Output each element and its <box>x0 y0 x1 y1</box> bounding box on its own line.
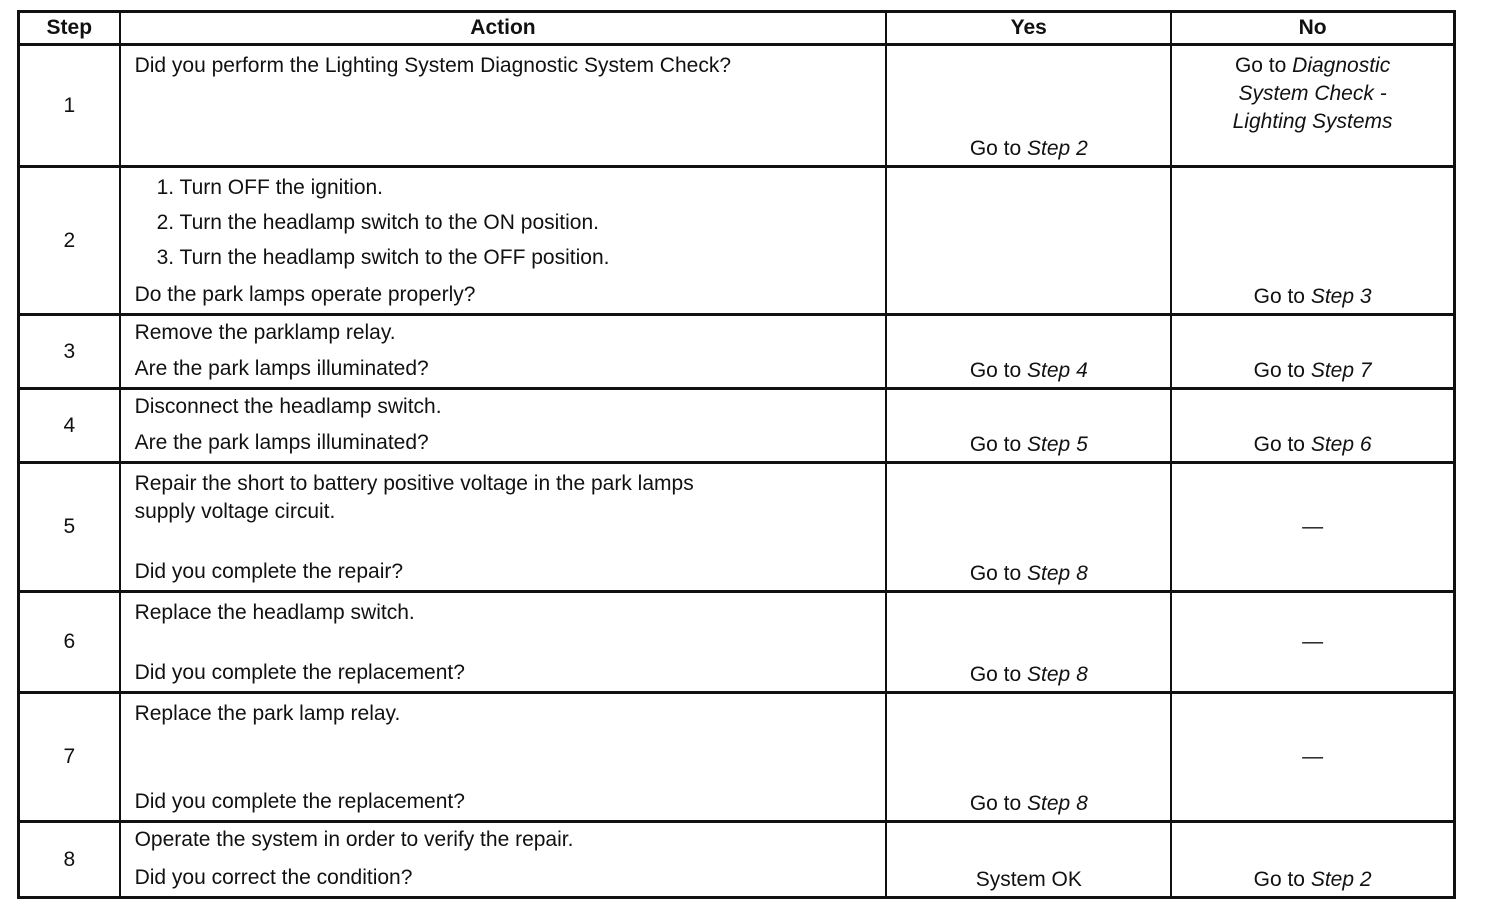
action-text: Replace the headlamp switch. <box>134 601 415 624</box>
no-result: Go to Diagnostic System Check - Lighting Systems <box>1232 54 1393 133</box>
table-row <box>20 168 1453 316</box>
yes-result: Go to Step 8 <box>969 562 1088 585</box>
action-cell <box>121 593 888 691</box>
table-row <box>20 694 1453 823</box>
no-result-dash: — <box>1302 630 1324 653</box>
yes-result: Go to Step 5 <box>969 433 1088 456</box>
yes-cell <box>887 168 1172 313</box>
substep: 1. Turn OFF the ignition. <box>156 176 384 199</box>
yes-cell <box>887 46 1172 165</box>
action-text: Remove the parklamp relay. <box>134 321 396 344</box>
step-number: 3 <box>20 316 121 387</box>
no-result-dash: — <box>1302 515 1324 538</box>
substep: 2. Turn the headlamp switch to the ON position. <box>156 211 599 234</box>
no-cell <box>1172 464 1453 590</box>
step-number: 8 <box>20 823 121 896</box>
action-cell <box>121 694 888 820</box>
yes-cell <box>887 316 1172 387</box>
action-question: Did you complete the replacement? <box>134 790 465 813</box>
no-cell <box>1172 823 1453 896</box>
header-yes: Yes <box>887 13 1172 43</box>
substep: 3. Turn the headlamp switch to the OFF position. <box>156 246 610 269</box>
action-text: Disconnect the headlamp switch. <box>134 395 442 418</box>
action-question: Are the park lamps illuminated? <box>134 357 429 380</box>
action-cell <box>121 316 888 387</box>
step-number: 6 <box>20 593 121 691</box>
table-row <box>20 593 1453 694</box>
action-question: Did you complete the repair? <box>134 560 404 583</box>
no-cell <box>1172 316 1453 387</box>
yes-cell <box>887 593 1172 691</box>
action-question: Do the park lamps operate properly? <box>134 283 476 306</box>
no-cell <box>1172 168 1453 313</box>
table-row <box>20 390 1453 464</box>
table-row <box>20 823 1453 896</box>
yes-result: Go to Step 8 <box>969 663 1088 686</box>
no-result-dash: — <box>1302 745 1324 768</box>
action-question: Are the park lamps illuminated? <box>134 431 429 454</box>
header-action: Action <box>121 13 888 43</box>
action-text: Repair the short to battery positive voltage in the park lamps <box>134 472 694 495</box>
no-result: Go to Step 3 <box>1253 285 1372 308</box>
table-row <box>20 316 1453 390</box>
table-row <box>20 46 1453 168</box>
no-result: Go to Step 6 <box>1253 433 1372 456</box>
action-cell <box>121 823 888 896</box>
step-number: 5 <box>20 464 121 590</box>
no-cell <box>1172 593 1453 691</box>
table-header-row <box>20 13 1453 46</box>
yes-result: Go to Step 2 <box>969 137 1088 160</box>
action-cell <box>121 168 888 313</box>
action-question: Did you correct the condition? <box>134 866 413 889</box>
action-text: Replace the park lamp relay. <box>134 702 401 725</box>
diagnostic-table <box>17 10 1456 899</box>
action-text: Operate the system in order to verify the repair. <box>134 828 574 851</box>
action-cell <box>121 464 888 590</box>
no-result: Go to Step 7 <box>1253 359 1372 382</box>
step-number: 2 <box>20 168 121 313</box>
table-row <box>20 464 1453 593</box>
header-no: No <box>1298 16 1327 39</box>
step-number: 4 <box>20 390 121 461</box>
step-number: 7 <box>20 694 121 820</box>
action-cell <box>121 390 888 461</box>
yes-cell <box>887 823 1172 896</box>
no-cell <box>1172 694 1453 820</box>
yes-cell <box>887 694 1172 820</box>
no-result: Go to Step 2 <box>1253 868 1372 891</box>
action-text: Did you perform the Lighting System Diagnostic System Check? <box>134 54 732 77</box>
no-cell <box>1172 46 1453 165</box>
yes-cell <box>887 390 1172 461</box>
step-number: 1 <box>20 46 121 165</box>
yes-result: Go to Step 8 <box>969 792 1088 815</box>
header-step: Step <box>20 13 121 43</box>
yes-cell <box>887 464 1172 590</box>
action-cell <box>121 46 888 165</box>
yes-result: System OK <box>975 868 1082 891</box>
no-cell <box>1172 390 1453 461</box>
action-question: Did you complete the replacement? <box>134 661 465 684</box>
action-text: supply voltage circuit. <box>134 500 336 523</box>
yes-result: Go to Step 4 <box>969 359 1088 382</box>
